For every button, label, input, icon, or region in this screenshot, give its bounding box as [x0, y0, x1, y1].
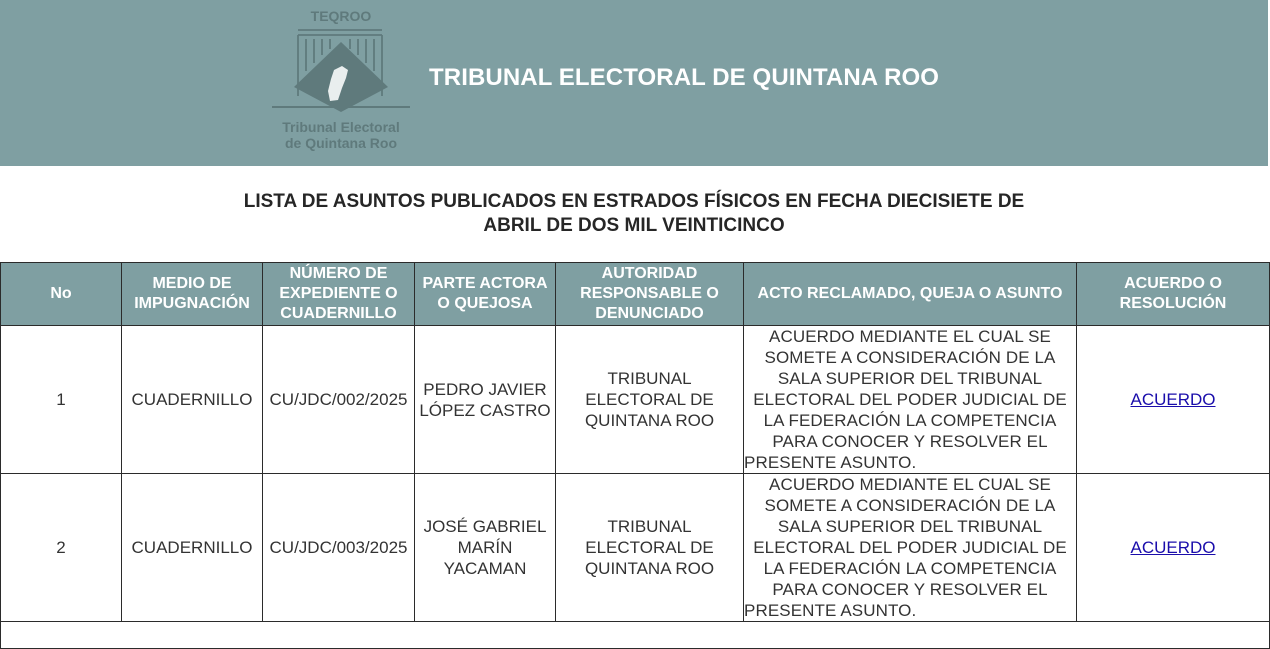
cell-acto: ACUERDO MEDIANTE EL CUAL SE SOMETE A CONSIDERACIÓN DE LA SALA SUPERIOR DEL TRIBUNAL ELECTORAL DEL PODER JUDICIAL DE LA FEDERACIÓN LA COMPETENCIA PARA CONOCER Y RESOLVER EL PRESENTE ASUNTO.	[744, 326, 1077, 474]
teqroo-logo	[268, 8, 414, 154]
acuerdo-link[interactable]: ACUERDO	[1130, 390, 1216, 409]
page-title	[0, 190, 1268, 238]
table-row	[1, 326, 1270, 474]
cell-medio: CUADERNILLO	[122, 326, 263, 474]
col-header-autoridad: AUTORIDAD RESPONSABLE O DENUNCIADO	[556, 263, 744, 326]
cell-acuerdo	[1077, 474, 1270, 622]
cell-expediente: CU/JDC/003/2025	[263, 474, 415, 622]
col-header-no: No	[1, 263, 122, 326]
cell-acto: ACUERDO MEDIANTE EL CUAL SE SOMETE A CONSIDERACIÓN DE LA SALA SUPERIOR DEL TRIBUNAL ELECTORAL DEL PODER JUDICIAL DE LA FEDERACIÓN LA COMPETENCIA PARA CONOCER Y RESOLVER EL PRESENTE ASUNTO.	[744, 474, 1077, 622]
table-row-empty	[1, 622, 1270, 649]
table-row	[1, 474, 1270, 622]
asuntos-table	[0, 262, 1270, 649]
logo-acronym: TEQROO	[310, 8, 372, 24]
cell-actora: PEDRO JAVIER LÓPEZ CASTRO	[415, 326, 556, 474]
cell-acuerdo	[1077, 326, 1270, 474]
col-header-actora: PARTE ACTORA O QUEJOSA	[415, 263, 556, 326]
cell-expediente: CU/JDC/002/2025	[263, 326, 415, 474]
col-header-medio: MEDIO DE IMPUGNACIÓN	[122, 263, 263, 326]
header-title: TRIBUNAL ELECTORAL DE QUINTANA ROO	[429, 64, 940, 91]
page-title-line2: ABRIL DE DOS MIL VEINTICINCO	[483, 215, 785, 236]
table-header-row	[1, 263, 1270, 326]
cell-medio: CUADERNILLO	[122, 474, 263, 622]
col-header-acuerdo: ACUERDO O RESOLUCIÓN	[1077, 263, 1270, 326]
cell-no: 1	[1, 326, 122, 474]
cell-autoridad: TRIBUNAL ELECTORAL DE QUINTANA ROO	[556, 474, 744, 622]
acuerdo-link[interactable]: ACUERDO	[1130, 538, 1216, 557]
logo-line1: Tribunal Electoral	[282, 119, 400, 135]
empty-cell	[1, 622, 1270, 649]
page-title-line1: LISTA DE ASUNTOS PUBLICADOS EN ESTRADOS FÍSICOS EN FECHA DIECISIETE DE	[243, 191, 1025, 212]
logo-line2: de Quintana Roo	[285, 135, 397, 151]
cell-autoridad: TRIBUNAL ELECTORAL DE QUINTANA ROO	[556, 326, 744, 474]
site-header	[0, 0, 1268, 166]
col-header-expediente: NÚMERO DE EXPEDIENTE O CUADERNILLO	[263, 263, 415, 326]
cell-no: 2	[1, 474, 122, 622]
col-header-acto: ACTO RECLAMADO, QUEJA O ASUNTO	[744, 263, 1077, 326]
cell-actora: JOSÉ GABRIEL MARÍN YACAMAN	[415, 474, 556, 622]
